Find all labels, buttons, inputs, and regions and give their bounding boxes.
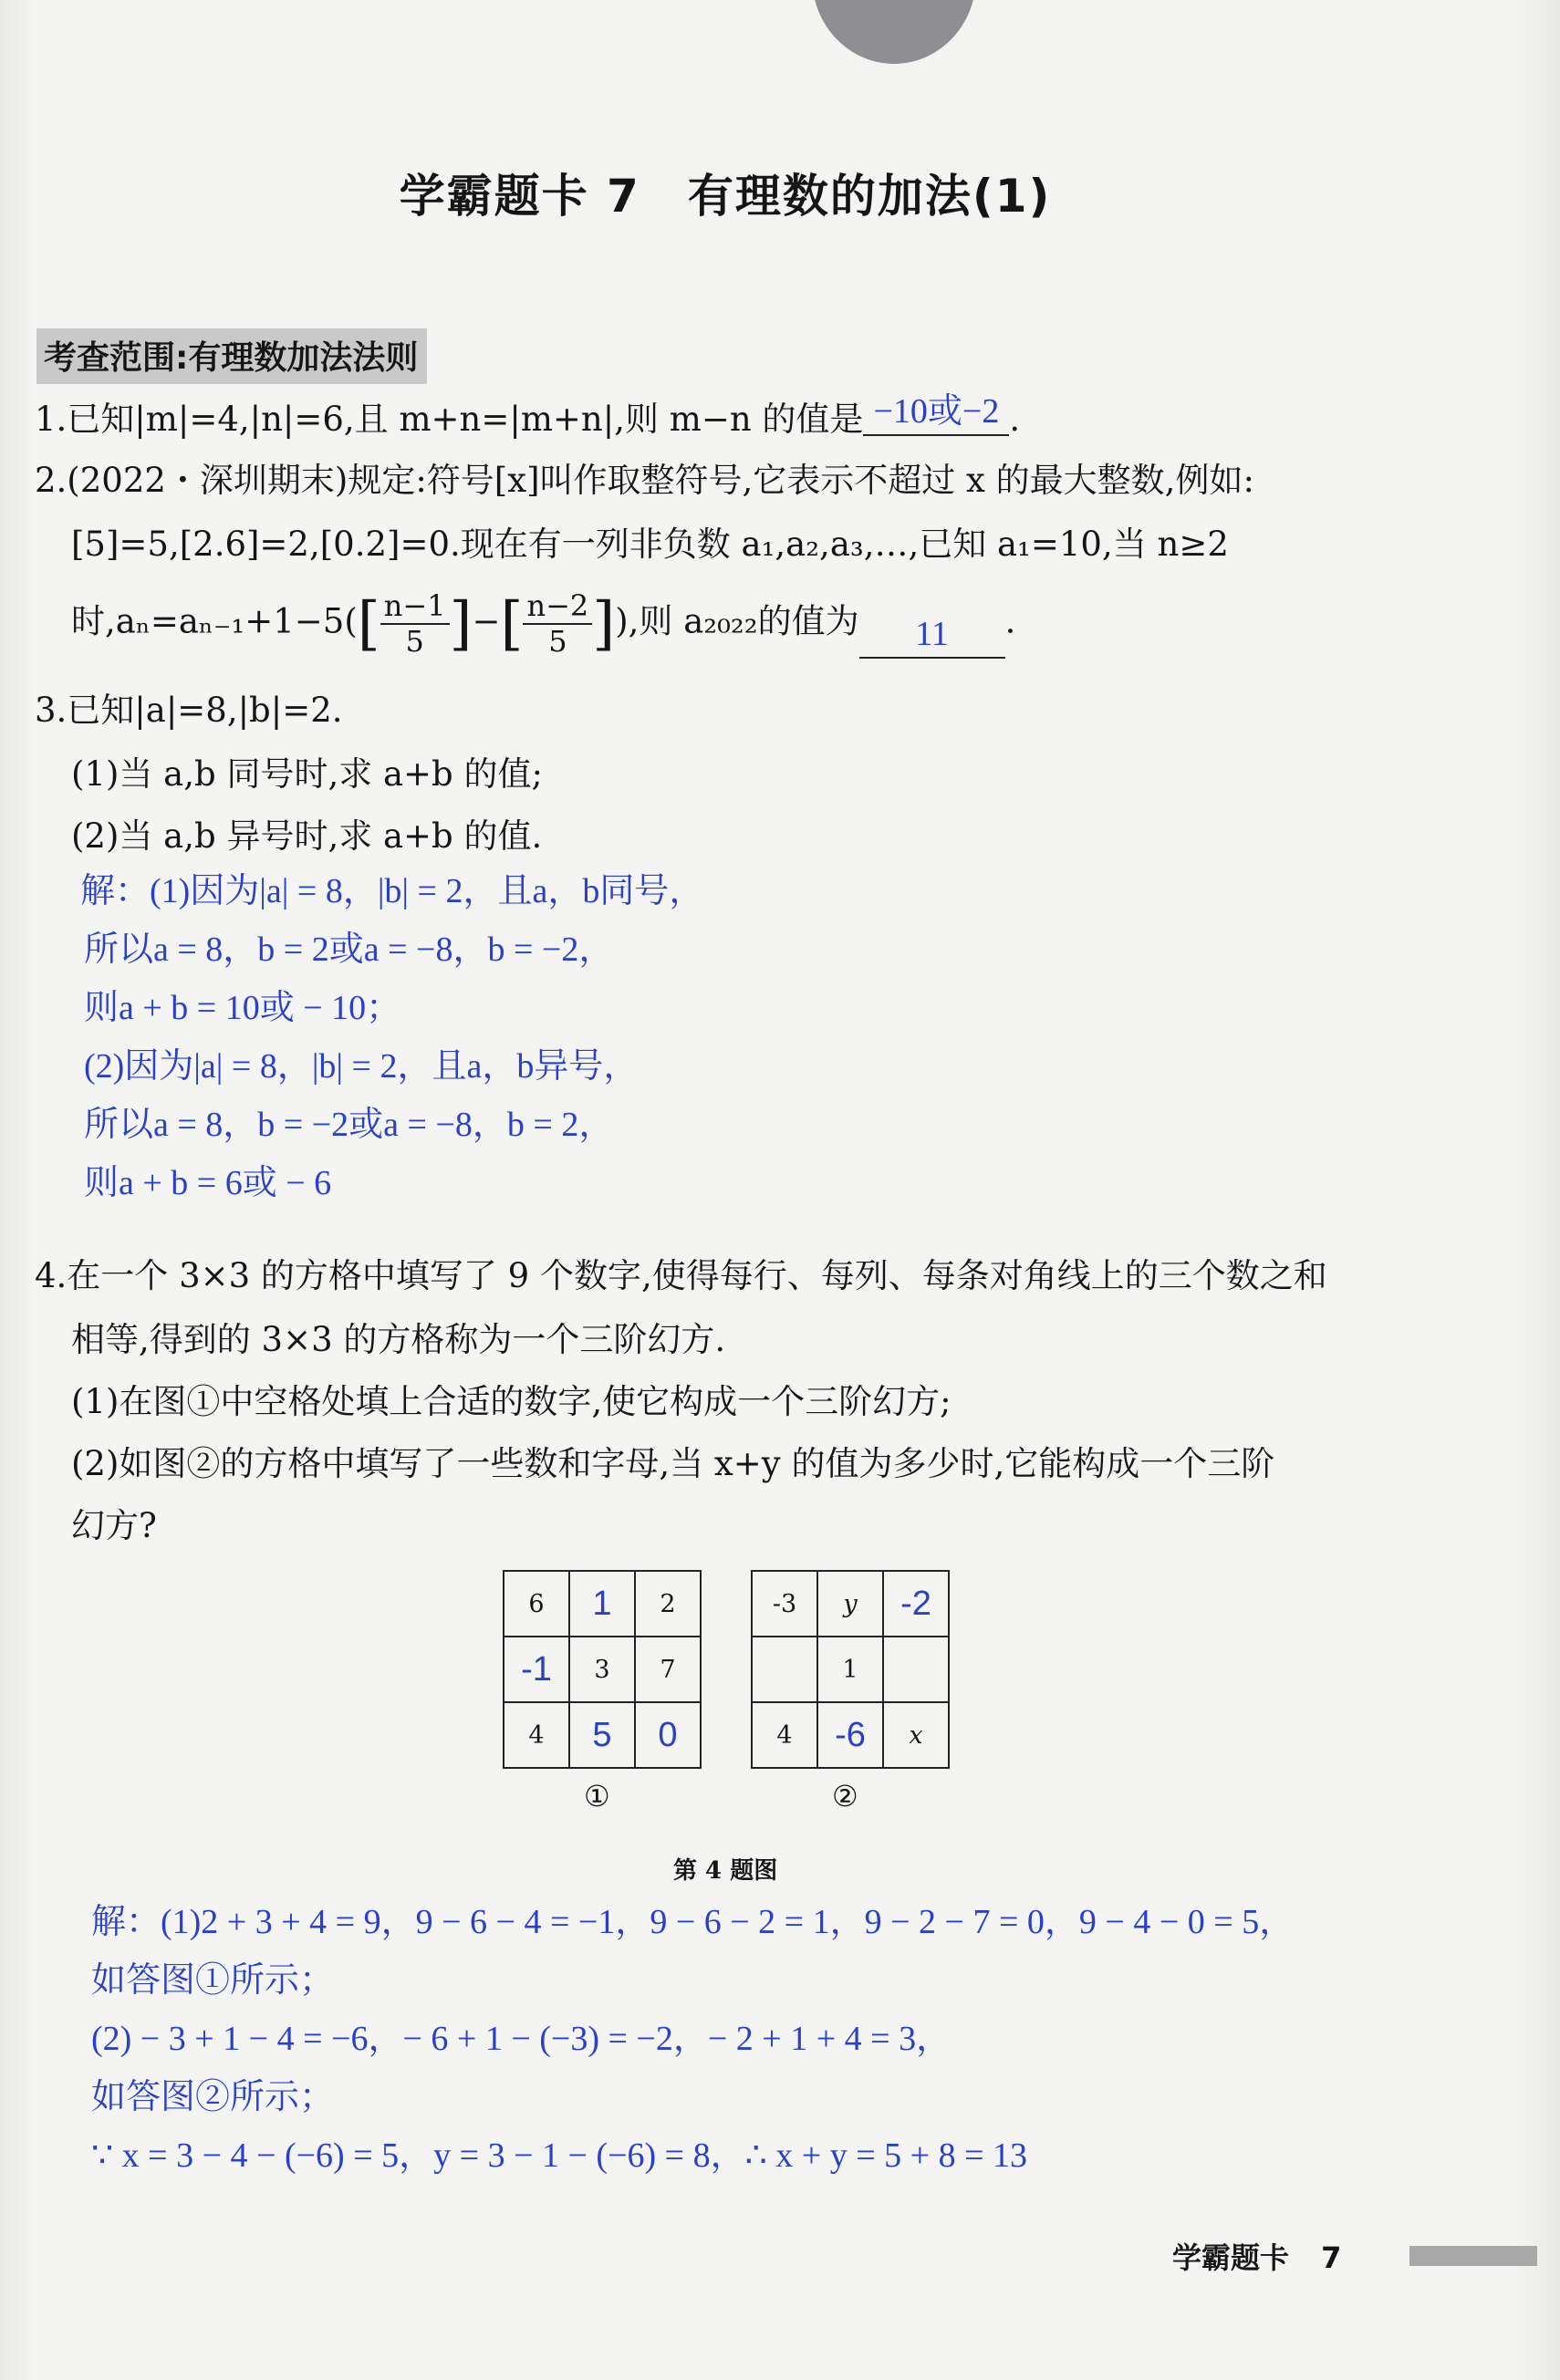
solution-line: 则a + b = 10或 − 10；	[84, 989, 401, 1027]
grid2-cell: x	[883, 1702, 949, 1768]
grid1-cell: 3	[569, 1637, 635, 1702]
grid1-cell-answer: 0	[635, 1702, 701, 1768]
grid2-cell	[752, 1637, 817, 1702]
grid2-cell-answer: -2	[883, 1571, 949, 1637]
magic-square-2	[751, 1570, 950, 1769]
grid2-cell: -3	[752, 1571, 817, 1637]
page-number: 7	[1321, 2240, 1342, 2275]
question-1-blank	[863, 394, 1009, 436]
fraction-1: $\frac{n-1}{5}$	[380, 589, 450, 659]
grid2-cell: 4	[752, 1702, 817, 1768]
fraction-2: $\frac{n-2}{5}$	[523, 589, 592, 659]
question-3-line1: 3.已知|a|=8,|b|=2.	[35, 691, 343, 730]
solution-line: 所以a = 8，b = −2或a = −8，b = 2，	[84, 1106, 614, 1144]
question-1-text: 1.已知|m|=4,|n|=6,且 m+n=|m+n|,则 m−n 的值是	[35, 400, 864, 439]
question-1	[35, 392, 1021, 439]
magic-square-1	[503, 1570, 702, 1769]
grid2-cell	[883, 1637, 949, 1702]
question-2-formula-end: ),则 a₂₀₂₂的值为	[615, 601, 859, 641]
footer	[1172, 2235, 1341, 2277]
grid1-cell: 6	[504, 1571, 569, 1637]
solution-line: (2) − 3 + 1 − 4 = −6，− 6 + 1 − (−3) = −2，− 2 + 1 + 4 = 3，	[91, 2020, 952, 2058]
bracket-open: [	[500, 589, 524, 658]
solution-line: 解：(1)因为|a| = 8，|b| = 2，且a，b同号，	[80, 872, 704, 910]
grid1-cell-answer: -1	[504, 1637, 569, 1702]
question-1-answer: −10或−2	[873, 392, 1000, 431]
question-4-line2: 相等,得到的 3×3 的方格称为一个三阶幻方.	[71, 1320, 726, 1359]
question-3-part1: (1)当 a,b 同号时,求 a+b 的值;	[71, 754, 543, 794]
question-3-part2: (2)当 a,b 异号时,求 a+b 的值.	[71, 816, 543, 856]
grid1-cell: 4	[504, 1702, 569, 1768]
question-2-line1: 2.(2022・深圳期末)规定:符号[x]叫作取整符号,它表示不超过 x 的最大整数,例如:	[35, 461, 1254, 500]
grid2-cell: 1	[817, 1637, 883, 1702]
question-1-end: .	[1009, 400, 1021, 439]
question-2-end: .	[1004, 601, 1016, 641]
grid1-cell: 7	[635, 1637, 701, 1702]
question-2-line2: [5]=5,[2.6]=2,[0.2]=0.现在有一列非负数 a₁,a₂,a₃,…,已知 a₁=10,当 n≥2	[71, 525, 1229, 564]
question-2-blank	[859, 614, 1005, 659]
question-4-line5: 幻方?	[71, 1506, 157, 1545]
figure-caption: 第 4 题图	[673, 1857, 778, 1885]
grid2-label: ②	[832, 1779, 858, 1814]
solution-line: 则a + b = 6或 − 6	[84, 1164, 332, 1202]
bracket-close: ]	[592, 589, 616, 658]
solution-line: 如答图①所示；	[91, 1961, 335, 2000]
question-4-part1: (1)在图①中空格处填上合适的数字,使它构成一个三阶幻方;	[71, 1382, 952, 1421]
question-4-part2: (2)如图②的方格中填写了一些数和字母,当 x+y 的值为多少时,它能构成一个三阶	[71, 1444, 1275, 1483]
page-title: 学霸题卡 7 有理数的加法(1)	[399, 170, 1052, 223]
grid2-cell: y	[817, 1571, 883, 1637]
bracket-open: [	[357, 589, 380, 658]
question-2-formula-start: 时,aₙ=aₙ₋₁+1−5(	[71, 601, 358, 641]
question-4-line1: 4.在一个 3×3 的方格中填写了 9 个数字,使得每行、每列、每条对角线上的三个数之和	[35, 1256, 1327, 1295]
scope-label: 考查范围:有理数加法法则	[36, 328, 427, 384]
grid1-cell-answer: 1	[569, 1571, 635, 1637]
grid1-cell: 2	[635, 1571, 701, 1637]
grid1-cell-answer: 5	[569, 1702, 635, 1768]
grid1-label: ①	[584, 1779, 610, 1814]
solution-line: ∵ x = 3 − 4 − (−6) = 5，y = 3 − 1 − (−6) = 8，∴ x + y = 5 + 8 = 13	[91, 2136, 1028, 2175]
question-2-answer: 11	[915, 614, 949, 653]
solution-line: 所以a = 8，b = 2或a = −8，b = −2，	[84, 930, 614, 969]
footer-label: 学霸题卡	[1172, 2240, 1290, 2275]
bracket-close: ]	[449, 589, 473, 658]
footer-bar-decoration	[1409, 2246, 1537, 2266]
solution-line: (2)因为|a| = 8，|b| = 2，且a，b异号，	[84, 1047, 639, 1086]
question-2-line3: 时,aₙ=aₙ₋₁+1−5([ $\frac{n-1}{5}$ ]−[ $\frac{n-2}{5}$ ]),则 a₂₀₂₂的值为 11 .	[71, 588, 1016, 659]
solution-line: 解：(1)2 + 3 + 4 = 9，9 − 6 − 4 = −1，9 − 6 − 2 = 1，9 − 2 − 7 = 0，9 − 4 − 0 = 5，	[91, 1903, 1295, 1941]
solution-line: 如答图②所示；	[91, 2078, 335, 2116]
grid2-cell-answer: -6	[817, 1702, 883, 1768]
